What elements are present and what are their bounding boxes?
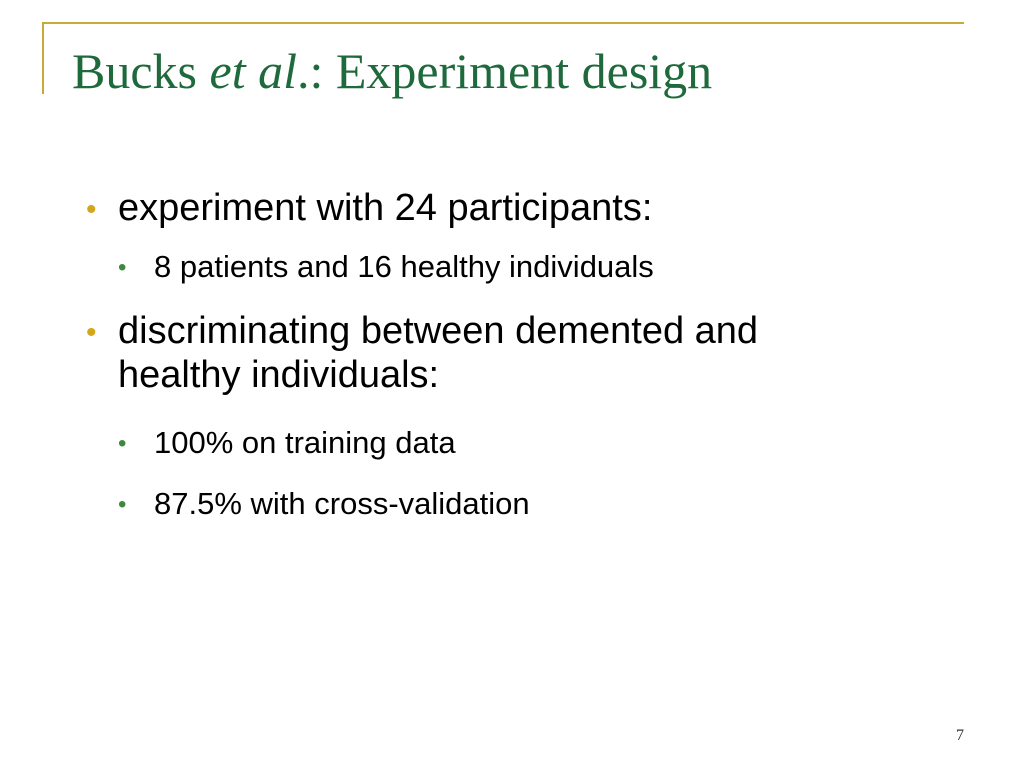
page-number: 7	[956, 727, 964, 744]
list-item	[118, 425, 456, 461]
title-prefix: Bucks	[72, 43, 210, 99]
bullet-text: 8 patients and 16 healthy individuals	[154, 249, 654, 284]
title-italic: et al	[209, 43, 297, 99]
list-item	[86, 186, 652, 230]
list-item	[86, 309, 758, 397]
title-suffix: .: Experiment design	[296, 43, 713, 99]
title-frame-top-rule	[42, 22, 964, 24]
list-item	[118, 486, 530, 522]
bullet-dot-icon: •	[86, 316, 97, 349]
bullet-dot-icon: •	[118, 430, 127, 457]
title-frame-left-rule	[42, 22, 44, 94]
bullet-text: 100% on training data	[154, 425, 456, 460]
bullet-dot-icon: •	[86, 193, 97, 226]
bullet-text-line-1: discriminating between demented and	[118, 310, 759, 352]
bullet-dot-icon: •	[118, 254, 127, 281]
list-item	[118, 249, 654, 285]
bullet-text-line-2: healthy individuals:	[118, 354, 440, 396]
bullet-text: 87.5% with cross-validation	[154, 486, 530, 521]
bullet-dot-icon: •	[118, 491, 127, 518]
bullet-text: experiment with 24 participants:	[118, 187, 653, 229]
slide-title	[72, 44, 712, 99]
